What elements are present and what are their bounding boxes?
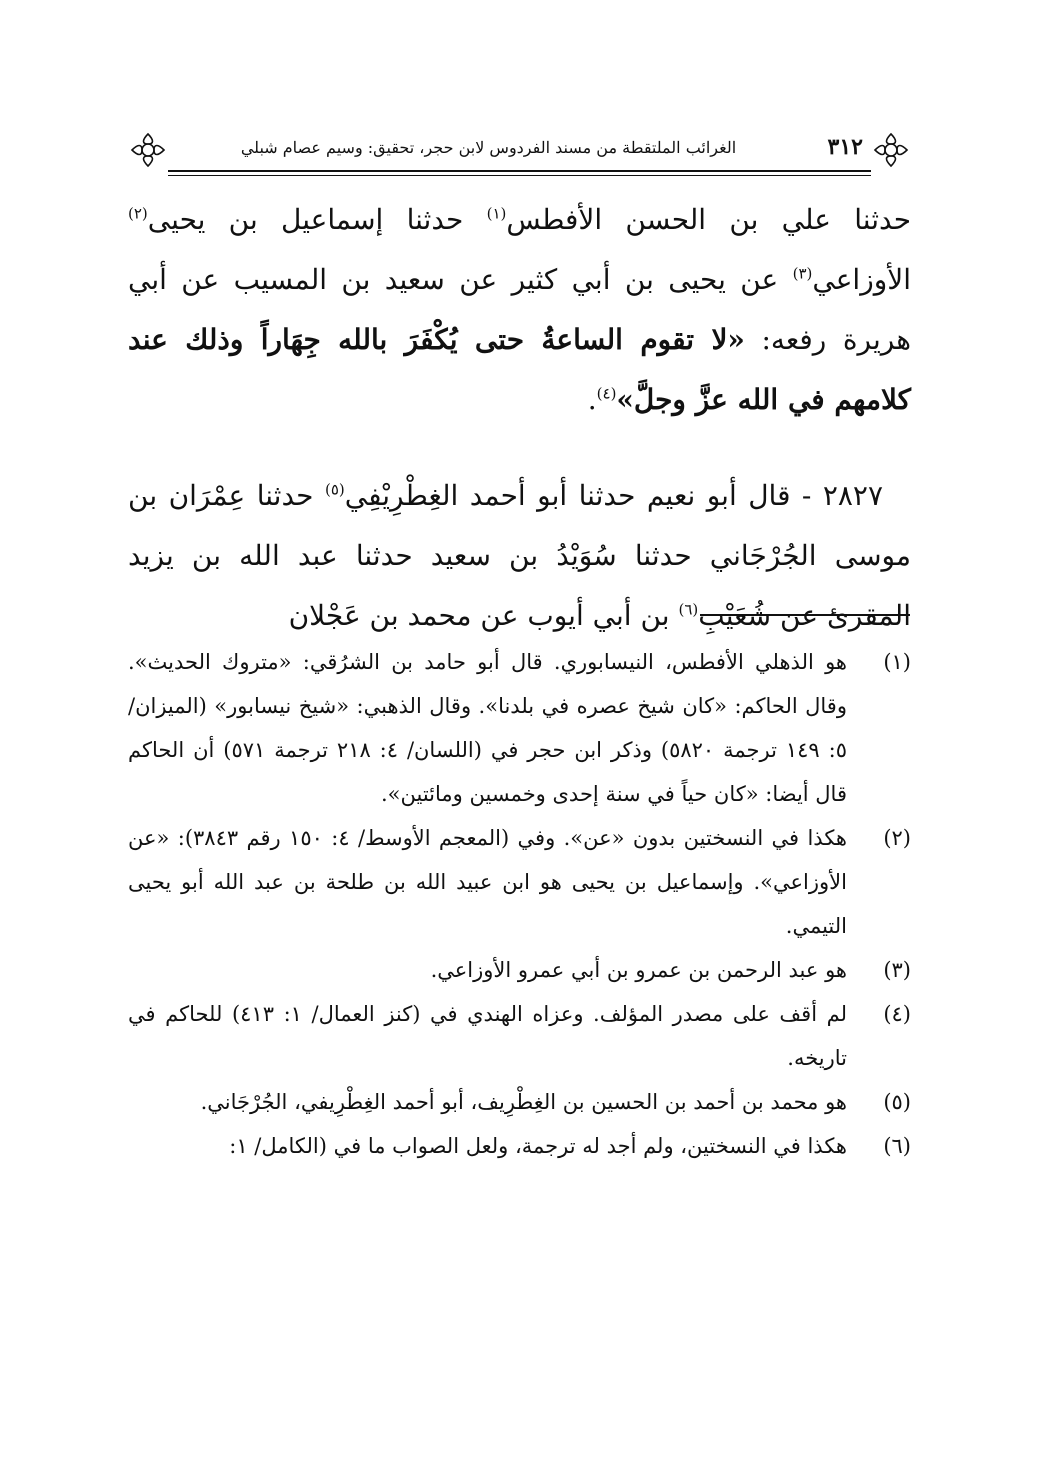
floral-ornament-icon: [128, 130, 168, 170]
footnote-item: [128, 1124, 911, 1168]
footnote-number: (٢): [883, 826, 911, 850]
footnote-ref[interactable]: (٤): [596, 384, 617, 403]
hadith-continuation: حدثنا علي بن الحسن الأفطس$^{(١)}$ حدثنا إسماعيل بن يحيى$^{(٢)}$ الأوزاعي$^{(٣)}$ عن يحيى بن أبي كثير عن سعيد بن المسيب عن أبي هريرة رفعه: «لا تقوم الساعةُ حتى يُكْفَرَ بالله جِهَاراً وذلك عند كلامهم في الله عزَّ وجلَّ»$^{(٤)}$.: [128, 203, 911, 416]
hadith-quote: «لا تقوم الساعةُ حتى يُكْفَرَ بالله جِهَاراً وذلك عند كلامهم في الله عزَّ وجلَّ»: [128, 323, 911, 416]
footnote-item: [128, 640, 911, 816]
footnote-number: (٣): [883, 958, 911, 982]
footnote-ref[interactable]: (١): [486, 204, 507, 223]
footnote-separator: [700, 614, 910, 616]
footnote-number: (٦): [883, 1134, 911, 1158]
footnote-item: [128, 816, 911, 948]
footnote-text: لم أقف على مصدر المؤلف. وعزاه الهندي في (كنز العمال/ ١: ٤١٣) للحاكم في تاريخه.: [128, 1002, 847, 1070]
page-number: ٣١٢: [827, 134, 863, 160]
footnote-number: (١): [883, 650, 911, 674]
footnote-ref[interactable]: (٣): [792, 264, 813, 283]
footnote-text: هو عبد الرحمن بن عمرو بن أبي عمرو الأوزاعي.: [430, 958, 847, 982]
footnotes: [128, 640, 911, 1168]
footnote-ref[interactable]: (٦): [678, 600, 699, 619]
main-text: [128, 190, 911, 646]
footnote-number: (٤): [883, 1002, 911, 1026]
running-header-title: الغرائب الملتقطة من مسند الفردوس لابن حجر، تحقيق: وسيم عصام شبلي: [240, 138, 737, 157]
footnote-item: [128, 948, 911, 992]
header-rule: [168, 170, 871, 172]
footnote-text: هو الذهلي الأفطس، النيسابوري. قال أبو حامد بن الشرُقي: «متروك الحديث». وقال الحاكم: «كان شيخ عصره في بلدنا». وقال الذهبي: «شيخ نيسابور» (الميزان/ ٥: ١٤٩ ترجمة ٥٨٢٠) وذكر ابن حجر في (اللسان/ ٤: ٢١٨ ترجمة ٥٧١) أن الحاكم قال أيضا: «كان حياً في سنة إحدى وخمسين ومائتين».: [128, 650, 847, 806]
hadith-2827: ٢٨٢٧ - قال أبو نعيم حدثنا أبو أحمد الغِطْرِيْفِي$^{(٥)}$ حدثنا عِمْرَان بن موسى الجُرْجَاني حدثنا سُوَيْدُ بن سعيد حدثنا عبد الله بن يزيد المقرئ عن شُعَيْبِ$^{(٦)}$ بن أبي أيوب عن محمد بن عَجْلان: [128, 479, 911, 632]
footnote-number: (٥): [883, 1090, 911, 1114]
footnote-text: هو محمد بن أحمد بن الحسين بن الغِطْرِيف، أبو أحمد الغِطْرِيفي، الجُرْجَاني.: [200, 1090, 847, 1114]
header-rule-thin: [168, 175, 871, 176]
footnote-item: [128, 1080, 911, 1124]
running-header: [128, 124, 911, 176]
footnote-text: هكذا في النسختين بدون «عن». وفي (المعجم الأوسط/ ٤: ١٥٠ رقم ٣٨٤٣): «عن الأوزاعي». وإسماعيل بن يحيى هو ابن عبيد الله بن طلحة بن عبد الله أبو يحيى التيمي.: [128, 826, 847, 938]
footnote-text: هكذا في النسختين، ولم أجد له ترجمة، ولعل الصواب ما في (الكامل/ ١:: [229, 1134, 847, 1158]
footnote-ref[interactable]: (٢): [128, 204, 148, 223]
footnote-ref[interactable]: (٥): [324, 480, 345, 499]
floral-ornament-icon: [871, 130, 911, 170]
footnote-item: [128, 992, 911, 1080]
